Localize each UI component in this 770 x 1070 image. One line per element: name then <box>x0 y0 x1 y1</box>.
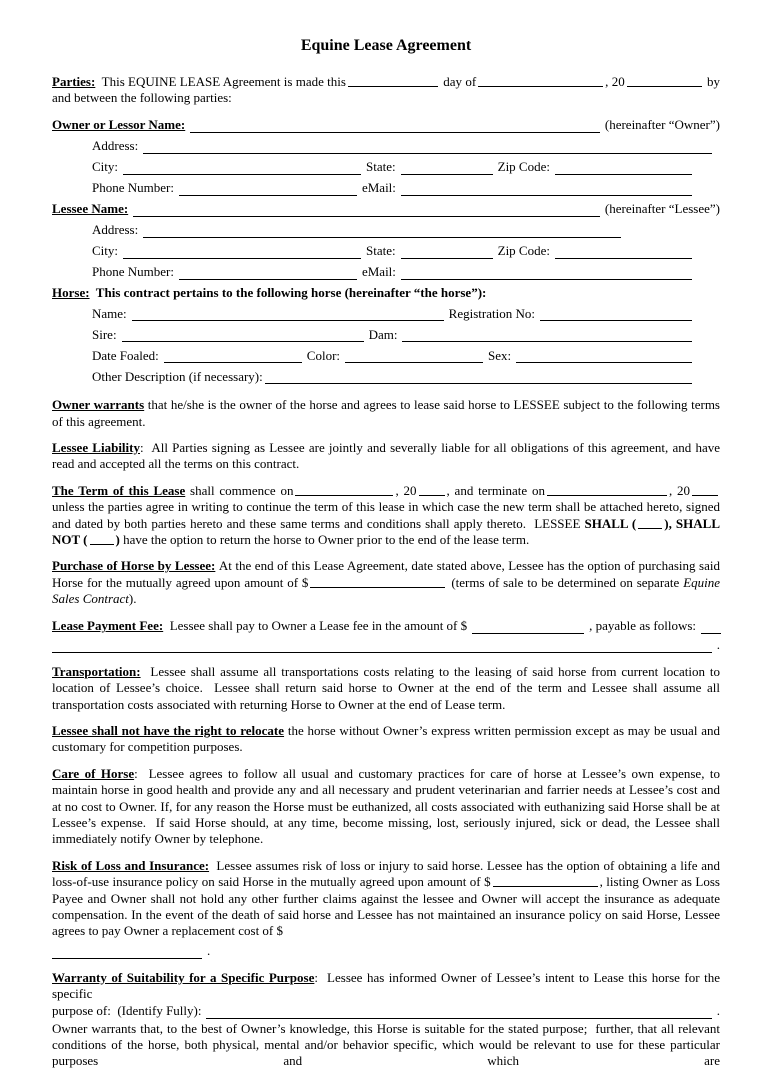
horse-color-label: Color: <box>306 347 341 363</box>
lease-fee-amount-blank[interactable] <box>472 618 584 634</box>
page-title: Equine Lease Agreement <box>300 37 472 54</box>
owner-state-blank[interactable] <box>401 159 493 175</box>
parties-text-1: This EQUINE LEASE Agreement is made this <box>95 74 346 89</box>
lessee-name-blank[interactable] <box>133 201 600 217</box>
purchase-text-1: At the end of this Lease Agreement, date stated above, Lessee has the option of purchasing said Horse for the mutually agreed upon amount of $ <box>52 558 720 590</box>
lessee-liability-text: : All Parties signing as Lessee are jointly and severally liable for all obligations of this agreement, and have read and accepted all the terms on this contract. <box>52 440 720 472</box>
lessee-phone-label: Phone Number: <box>92 264 174 280</box>
lessee-city-row <box>52 243 720 260</box>
owner-warrants-heading: Owner warrants <box>52 397 145 413</box>
term-text-5: unless the parties agree in writing to continue the term of this lease in which case the new term shall be attached hereto, signed and dated by both parties hereto and these same terms and conditions shall apply thereto. LESSEE <box>52 499 720 531</box>
horse-sire-label: Sire: <box>92 326 117 342</box>
relocate-heading: Lessee shall not have the right to relocate <box>52 722 285 738</box>
purchase-amount-blank[interactable] <box>310 575 445 588</box>
term-text-4: , 20 <box>668 482 691 498</box>
term-shall-not-checkbox-blank[interactable] <box>90 532 114 545</box>
owner-zip-blank[interactable] <box>555 159 692 175</box>
term-text-2: , 20 <box>395 482 417 498</box>
owner-city-row <box>52 159 720 176</box>
lessee-liability-paragraph <box>52 440 720 473</box>
risk-paragraph <box>52 858 720 940</box>
risk-heading: Risk of Loss and Insurance: <box>52 857 210 873</box>
owner-city-label: City: <box>92 159 119 175</box>
lessee-email-blank[interactable] <box>401 264 692 280</box>
owner-city-blank[interactable] <box>123 159 361 175</box>
owner-email-blank[interactable] <box>401 180 692 196</box>
owner-name-label: Owner or Lessor Name: <box>52 117 186 133</box>
lease-fee-terms-blank-1[interactable] <box>701 618 721 634</box>
horse-name-row <box>52 305 720 322</box>
warranty-purpose-row <box>52 1003 720 1020</box>
purchase-text-3: ). <box>128 591 137 607</box>
risk-period-text: . <box>207 943 211 959</box>
horse-color-blank[interactable] <box>345 347 483 363</box>
owner-state-label: State: <box>366 159 396 175</box>
warranty-text-1: : Lessee has informed Owner of Lessee’s intent to Lease this horse for the specific <box>52 969 720 1002</box>
care-of-horse-text: : Lessee agrees to follow all usual and customary practices for care of horse at Lessee’s own expense, to maintain horse in good health and provide any and all necessary and prudent veterinarian and farrier needs at Lessee’s cost and at no cost to Owner. If, for any reason the Horse must be euthanized, all costs associated with euthanizing said Horse shall be at Lessee’s expense. If said Horse should, at any time, become missing, lost, seriously injured, sick or dead, the Lessee shall immediately notify Owner by telephone. <box>52 765 720 847</box>
transportation-text: Lessee shall assume all transportations costs relating to the leasing of said horse from current location to location of Lessee’s choice. Lessee shall return said horse to Owner at the end of the term and Lessee shall assume all transportation costs associated with returning Horse to Owner at the end of Lease term. <box>52 663 720 712</box>
warranty-paragraph-line2 <box>52 1021 720 1070</box>
owner-hereinafter-text: (hereinafter “Owner”) <box>604 117 720 133</box>
lease-fee-heading: Lease Payment Fee: <box>52 618 164 634</box>
horse-heading-text: This contract pertains to the following horse (hereinafter “the horse”): <box>89 284 487 300</box>
lessee-address-row <box>52 222 720 239</box>
lessee-phone-blank[interactable] <box>179 264 357 280</box>
horse-date-foaled-blank[interactable] <box>164 347 302 363</box>
lessee-state-blank[interactable] <box>401 243 493 259</box>
term-shall-checkbox-blank[interactable] <box>638 516 662 529</box>
parties-paragraph <box>52 74 720 107</box>
lease-fee-continuation-row <box>52 637 720 654</box>
warranty-paragraph-line1 <box>52 970 720 1003</box>
horse-heading-row <box>52 285 720 301</box>
lessee-state-label: State: <box>366 243 396 259</box>
warranty-purpose-blank[interactable] <box>206 1003 711 1019</box>
horse-dam-blank[interactable] <box>402 326 692 342</box>
lease-fee-text-1: Lessee shall pay to Owner a Lease fee in the amount of $ <box>163 618 468 634</box>
term-text-3: , and terminate on <box>446 482 545 498</box>
risk-text-2: , listing Owner as Loss Payee and Owner shall not hold any other further claims against the lessee and Owner will accept the insurance as adequate compensation. In the event of the death of said horse and Lessee has not maintained an insurance policy on said Horse, Lessee agrees to pay Owner a replacement cost of $ <box>52 874 720 939</box>
lessee-hereinafter-text: (hereinafter “Lessee”) <box>604 201 720 217</box>
lessee-phone-row <box>52 264 720 281</box>
risk-insurance-amount-blank[interactable] <box>493 874 598 887</box>
horse-foaled-row <box>52 347 720 364</box>
owner-email-label: eMail: <box>361 180 396 196</box>
transportation-heading: Transportation: <box>52 663 141 679</box>
warranty-heading: Warranty of Suitability for a Specific Purpose <box>52 969 315 985</box>
horse-other-description-blank[interactable] <box>265 368 692 384</box>
lessee-zip-label: Zip Code: <box>497 243 550 259</box>
lease-fee-text-2: , payable as follows: <box>589 618 697 634</box>
horse-name-blank[interactable] <box>132 305 444 321</box>
lessee-name-label: Lessee Name: <box>52 201 129 217</box>
lease-fee-period-text: . <box>716 637 720 653</box>
warranty-text-2: Owner warrants that, to the best of Owner’s knowledge, this Horse is suitable for the stated purpose; further, that all relevant conditions of the horse, both physical, mental and/or behavior specific, which would be relevant to use for these particular purposes and which are <box>52 1020 720 1069</box>
lessee-name-row <box>52 201 720 218</box>
term-shall-text: SHALL ( <box>584 515 637 531</box>
owner-name-row <box>52 117 720 134</box>
term-paren-close-text: ) <box>115 532 120 548</box>
term-of-lease-heading: The Term of this Lease <box>52 482 186 498</box>
horse-date-foaled-label: Date Foaled: <box>92 347 159 363</box>
parties-text-2: day of <box>443 74 477 89</box>
owner-address-blank[interactable] <box>143 138 712 154</box>
lessee-address-blank[interactable] <box>143 222 621 238</box>
warranty-purpose-label: purpose of: (Identify Fully): <box>52 1003 202 1019</box>
purchase-contract-name-text: Equine Sales Contract <box>52 574 721 607</box>
term-of-lease-paragraph <box>52 483 720 549</box>
care-of-horse-heading: Care of Horse <box>52 765 135 781</box>
relocate-text: the horse without Owner’s express written permission except as may be usual and customary for competition purposes. <box>52 722 720 755</box>
horse-dam-label: Dam: <box>368 326 398 342</box>
horse-sire-row <box>52 326 720 343</box>
parties-year-blank[interactable] <box>627 74 702 87</box>
term-commence-date-blank[interactable] <box>295 483 393 496</box>
transportation-paragraph <box>52 664 720 713</box>
purchase-heading: Purchase of Horse by Lessee: <box>52 558 216 574</box>
purchase-text-2: (terms of sale to be determined on separate <box>451 574 684 590</box>
risk-replacement-row <box>52 943 720 960</box>
term-terminate-date-blank[interactable] <box>547 483 667 496</box>
horse-heading-label: Horse: <box>52 284 90 300</box>
owner-address-label: Address: <box>92 138 139 154</box>
lessee-liability-heading: Lessee Liability <box>52 440 140 456</box>
parties-heading: Parties: <box>52 74 96 89</box>
horse-name-label: Name: <box>92 305 127 321</box>
risk-replacement-cost-blank[interactable] <box>52 943 202 959</box>
lease-fee-row <box>52 618 720 635</box>
horse-registration-label: Registration No: <box>448 305 535 321</box>
owner-warrants-paragraph <box>52 397 720 430</box>
term-commence-year-blank[interactable] <box>419 483 445 496</box>
parties-text-3: , 20 <box>605 74 625 89</box>
horse-sire-blank[interactable] <box>122 326 364 342</box>
owner-zip-label: Zip Code: <box>497 159 550 175</box>
owner-warrants-text: that he/she is the owner of the horse and agrees to lease said horse to LESSEE subject to the following terms of this agreement. <box>52 397 720 429</box>
term-terminate-year-blank[interactable] <box>692 483 718 496</box>
lessee-city-label: City: <box>92 243 119 259</box>
term-shall-not-text: ), SHALL NOT ( <box>52 515 720 548</box>
parties-text-4: by and between the following parties: <box>52 74 720 106</box>
horse-other-row <box>52 368 720 385</box>
care-of-horse-paragraph <box>52 766 720 848</box>
lessee-zip-blank[interactable] <box>555 243 692 259</box>
horse-sex-label: Sex: <box>488 347 512 363</box>
purchase-paragraph <box>52 558 720 607</box>
owner-phone-label: Phone Number: <box>92 180 174 196</box>
lessee-address-label: Address: <box>92 222 139 238</box>
owner-phone-row <box>52 180 720 197</box>
term-text-6: have the option to return the horse to Owner prior to the end of the lease term. <box>119 532 530 548</box>
risk-text-1: Lessee assumes risk of loss or injury to said horse. Lessee has the option of obtaining a life and loss-of-use insurance policy on said Horse in the mutually agreed upon amount of $ <box>52 857 720 890</box>
warranty-period-text: . <box>716 1003 720 1019</box>
owner-name-blank[interactable] <box>190 117 600 133</box>
lessee-email-label: eMail: <box>361 264 396 280</box>
horse-sex-blank[interactable] <box>516 347 692 363</box>
parties-day-blank[interactable] <box>348 74 438 87</box>
lessee-city-blank[interactable] <box>123 243 361 259</box>
relocate-paragraph <box>52 723 720 756</box>
lease-fee-terms-blank-2[interactable] <box>52 637 712 653</box>
horse-other-description-label: Other Description (if necessary): <box>92 368 263 384</box>
parties-month-blank[interactable] <box>478 74 603 87</box>
term-text-1: shall commence on <box>185 482 294 498</box>
owner-address-row <box>52 138 720 155</box>
owner-phone-blank[interactable] <box>179 180 357 196</box>
horse-registration-blank[interactable] <box>540 305 692 321</box>
